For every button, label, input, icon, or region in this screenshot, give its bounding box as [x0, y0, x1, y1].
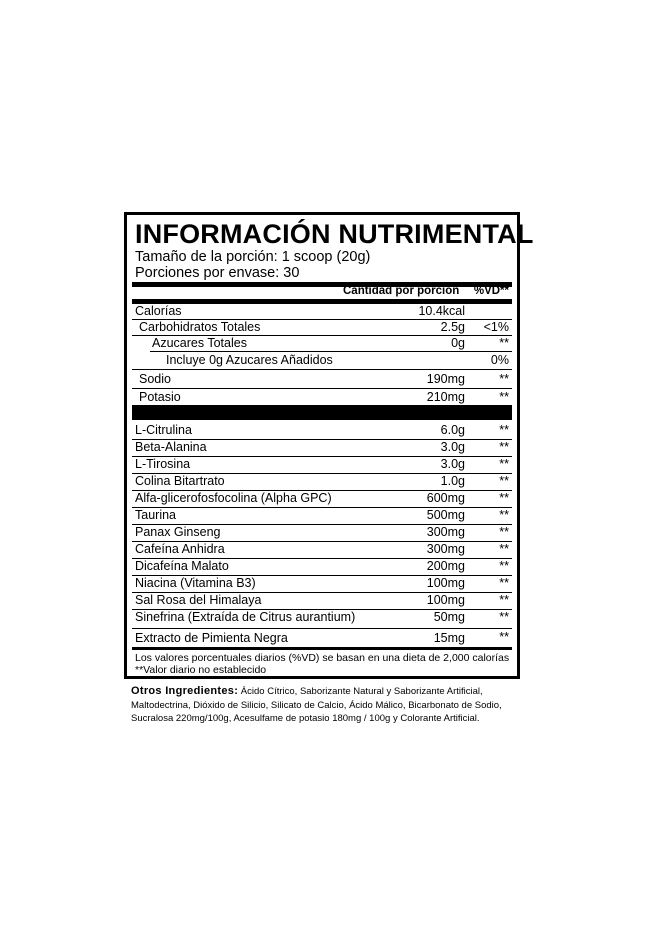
ingredient-name: Panax Ginseng	[135, 525, 221, 539]
ingredient-amount: 200mg	[426, 559, 465, 573]
ingredient-row	[132, 508, 512, 525]
nutrient-name: Calorías	[135, 304, 182, 318]
ingredient-row	[132, 630, 512, 648]
footnote-no-dv: **Valor diario no establecido	[135, 664, 267, 676]
amount-header: Cantidad por porción	[343, 285, 460, 297]
ingredient-row	[132, 610, 512, 629]
ingredient-name: Beta-Alanina	[135, 440, 207, 454]
other-ingredients-label: Otros Ingredientes:	[131, 685, 239, 697]
ingredient-name: L-Citrulina	[135, 423, 192, 437]
ingredient-dv: **	[499, 474, 509, 488]
nutrient-row	[132, 320, 512, 336]
ingredient-name: Cafeína Anhidra	[135, 542, 225, 556]
ingredient-dv: **	[499, 508, 509, 522]
ingredient-dv: **	[499, 593, 509, 607]
ingredient-amount: 6.0g	[440, 423, 465, 437]
nutrient-name: Azucares Totales	[152, 336, 247, 350]
ingredient-dv: **	[499, 559, 509, 573]
nutrient-amount: 10.4kcal	[418, 304, 465, 318]
ingredient-amount: 100mg	[426, 576, 465, 590]
nutrient-dv: <1%	[483, 320, 509, 334]
ingredient-name: Alfa-glicerofosfocolina (Alpha GPC)	[135, 491, 332, 505]
ingredient-row	[132, 457, 512, 474]
nutrient-row	[132, 389, 512, 405]
ingredient-name: Dicafeína Malato	[135, 559, 229, 573]
nutrient-dv: **	[499, 390, 509, 404]
ingredient-name: Extracto de Pimienta Negra	[135, 631, 288, 645]
ingredient-dv: **	[499, 423, 509, 437]
nutrient-name: Sodio	[139, 372, 171, 386]
serving-size: Tamaño de la porción: 1 scoop (20g)	[135, 249, 371, 265]
dv-header: %VD**	[473, 285, 509, 297]
section-separator-band	[132, 405, 512, 420]
ingredient-dv: **	[499, 491, 509, 505]
ingredient-row	[132, 440, 512, 457]
nutrient-amount: 0g	[451, 336, 465, 350]
row-divider	[132, 369, 512, 370]
nutrient-dv: 0%	[490, 353, 509, 367]
ingredient-row	[132, 423, 512, 440]
ingredient-name: Niacina (Vitamina B3)	[135, 576, 256, 590]
ingredient-row	[132, 576, 512, 593]
ingredient-dv: **	[499, 525, 509, 539]
ingredient-row	[132, 593, 512, 610]
ingredient-dv: **	[499, 542, 509, 556]
ingredient-name: L-Tirosina	[135, 457, 191, 471]
ingredient-dv: **	[499, 576, 509, 590]
ingredient-name: Sal Rosa del Himalaya	[135, 593, 262, 607]
nutrient-dv: **	[499, 336, 509, 350]
nutrient-amount: 210mg	[426, 390, 465, 404]
other-ingredients-text: Ácido Cítrico, Saborizante Natural y Saborizante Artificial, Maltodectrina, Dióxido de Silicio, Silicato de Calcio, Ácido Málico, Bicarbonato de Sodio, Sucralosa 220mg/100g, Acesulfame de potasio 180mg / 100g y Colorante Artificial.	[131, 686, 502, 724]
ingredient-amount: 3.0g	[440, 457, 465, 471]
nutrient-row	[132, 371, 512, 389]
ingredient-amount: 500mg	[426, 508, 465, 522]
footnote-rule	[132, 647, 512, 650]
ingredient-amount: 15mg	[433, 631, 465, 645]
ingredient-amount: 1.0g	[440, 474, 465, 488]
ingredient-name: Taurina	[135, 508, 176, 522]
ingredient-amount: 100mg	[426, 593, 465, 607]
row-divider	[132, 628, 512, 629]
label-title: INFORMACIÓN NUTRIMENTAL	[135, 219, 534, 249]
ingredient-amount: 50mg	[433, 610, 465, 624]
ingredient-amount: 600mg	[426, 491, 465, 505]
servings-per-container: Porciones por envase: 30	[135, 265, 300, 281]
ingredient-amount: 300mg	[426, 525, 465, 539]
ingredient-row	[132, 542, 512, 559]
ingredient-amount: 3.0g	[440, 440, 465, 454]
ingredient-amount: 300mg	[426, 542, 465, 556]
other-ingredients	[131, 685, 521, 726]
ingredient-row	[132, 525, 512, 542]
ingredient-row	[132, 491, 512, 508]
footnote-dv: Los valores porcentuales diarios (%VD) se basan en una dieta de 2,000 calorías	[135, 652, 510, 664]
ingredient-name: Colina Bitartrato	[135, 474, 225, 488]
nutrition-facts-label	[124, 212, 534, 679]
ingredient-row	[132, 559, 512, 576]
ingredient-row	[132, 474, 512, 491]
ingredient-dv: **	[499, 457, 509, 471]
nutrient-name: Carbohidratos Totales	[139, 320, 261, 334]
nutrient-row	[132, 304, 512, 320]
nutrient-amount: 190mg	[426, 372, 465, 386]
nutrient-dv: **	[499, 372, 509, 386]
ingredient-dv: **	[499, 630, 509, 644]
ingredient-dv: **	[499, 440, 509, 454]
ingredient-dv: **	[499, 610, 509, 624]
nutrient-row	[132, 336, 512, 352]
ingredient-name: Sinefrina (Extraída de Citrus aurantium)	[135, 610, 356, 624]
nutrient-name: Incluye 0g Azucares Añadidos	[166, 353, 333, 367]
nutrient-row	[132, 352, 512, 370]
nutrient-amount: 2.5g	[440, 320, 465, 334]
nutrient-name: Potasio	[139, 390, 181, 404]
